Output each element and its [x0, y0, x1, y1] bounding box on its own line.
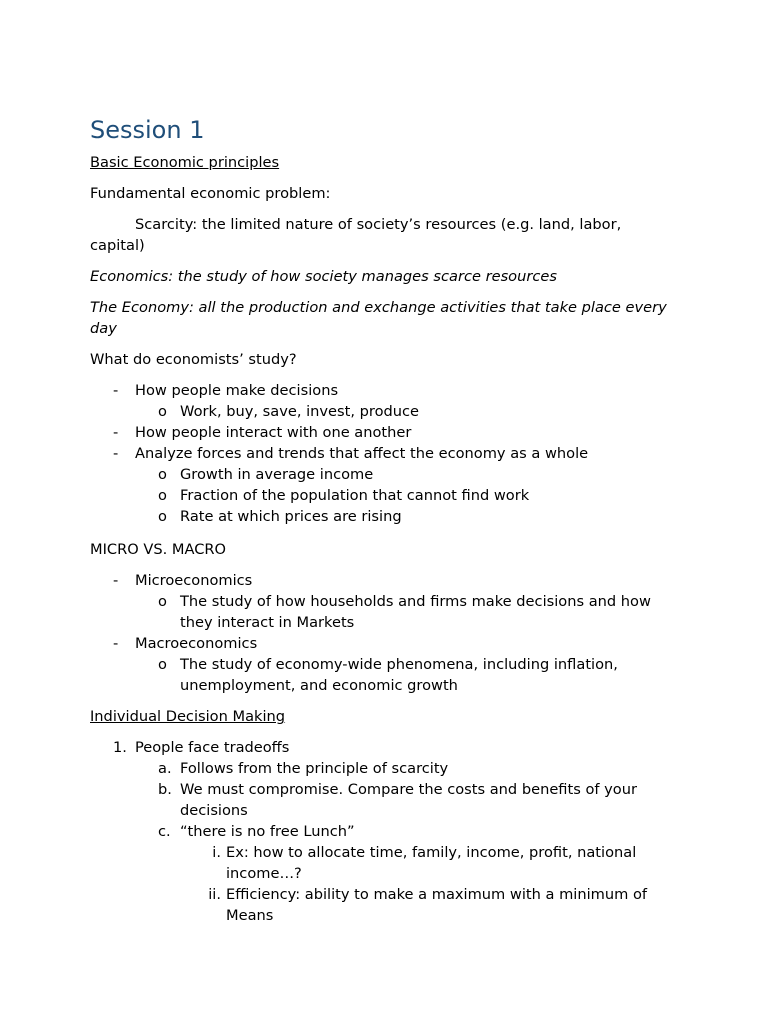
list-item-text: Efficiency: ability to make a maximum with a minimum of Means [226, 886, 648, 924]
list-item-text: Work, buy, save, invest, produce [180, 403, 420, 420]
letter-marker: b. [158, 781, 172, 798]
list-item [90, 884, 680, 926]
decision-making-list [90, 737, 680, 926]
dash-bullet: - [113, 572, 119, 589]
circle-bullet: o [158, 593, 167, 610]
section-heading-individual-decision-making: Individual Decision Making [90, 708, 286, 725]
circle-bullet: o [158, 508, 167, 525]
document-page [90, 112, 680, 936]
list-item [90, 758, 680, 779]
circle-bullet: o [158, 487, 167, 504]
list-item-text: Ex: how to allocate time, family, income, profit, national income…? [226, 844, 637, 882]
circle-bullet: o [158, 466, 167, 483]
list-item-text: Microeconomics [135, 572, 253, 589]
roman-marker: i. [212, 844, 221, 861]
list-item-text: Follows from the principle of scarcity [180, 760, 449, 777]
economy-definition: The Economy: all the production and exchange activities that take place every day [90, 299, 667, 337]
what-economists-study: What do economists’ study? [90, 351, 297, 368]
list-item-text: People face tradeoffs [135, 739, 290, 756]
micro-vs-macro-heading: MICRO VS. MACRO [90, 541, 227, 558]
list-item [90, 506, 680, 527]
list-item [90, 401, 680, 422]
list-item [90, 821, 680, 842]
list-item [90, 464, 680, 485]
roman-marker: ii. [208, 886, 221, 903]
circle-bullet: o [158, 403, 167, 420]
list-item [90, 633, 680, 654]
list-item-text: Fraction of the population that cannot find work [180, 487, 530, 504]
dash-bullet: - [113, 424, 119, 441]
list-item [90, 737, 680, 758]
dash-bullet: - [113, 635, 119, 652]
list-item [90, 485, 680, 506]
list-item [90, 779, 680, 821]
letter-marker: c. [158, 823, 171, 840]
number-marker: 1. [113, 739, 127, 756]
list-item [90, 422, 680, 443]
list-item-text: Analyze forces and trends that affect the economy as a whole [135, 445, 589, 462]
list-item-text: Macroeconomics [135, 635, 258, 652]
list-item-text: How people interact with one another [135, 424, 412, 441]
scarcity-text: Scarcity: the limited nature of society’s resources (e.g. land, labor, capital) [90, 216, 622, 254]
list-item-text: The study of how households and firms make decisions and how they interact in Markets [180, 593, 651, 631]
list-item-text: Rate at which prices are rising [180, 508, 402, 525]
list-item-text: “there is no free Lunch” [180, 823, 355, 840]
dash-bullet: - [113, 382, 119, 399]
list-item [90, 570, 680, 591]
list-item [90, 591, 680, 633]
fundamental-problem-text: Fundamental economic problem: [90, 185, 331, 202]
list-item [90, 443, 680, 464]
micro-macro-list [90, 570, 680, 696]
page-title: Session 1 [90, 116, 205, 144]
letter-marker: a. [158, 760, 172, 777]
list-item-text: We must compromise. Compare the costs and benefits of your decisions [180, 781, 637, 819]
list-item-text: The study of economy-wide phenomena, including inflation, unemployment, and economic growth [180, 656, 618, 694]
section-heading-basic-principles: Basic Economic principles [90, 154, 280, 171]
list-item [90, 842, 680, 884]
circle-bullet: o [158, 656, 167, 673]
dash-bullet: - [113, 445, 119, 462]
list-item-text: Growth in average income [180, 466, 374, 483]
study-list [90, 380, 680, 527]
economics-definition: Economics: the study of how society manages scarce resources [90, 268, 557, 285]
list-item [90, 654, 680, 696]
list-item [90, 380, 680, 401]
list-item-text: How people make decisions [135, 382, 339, 399]
